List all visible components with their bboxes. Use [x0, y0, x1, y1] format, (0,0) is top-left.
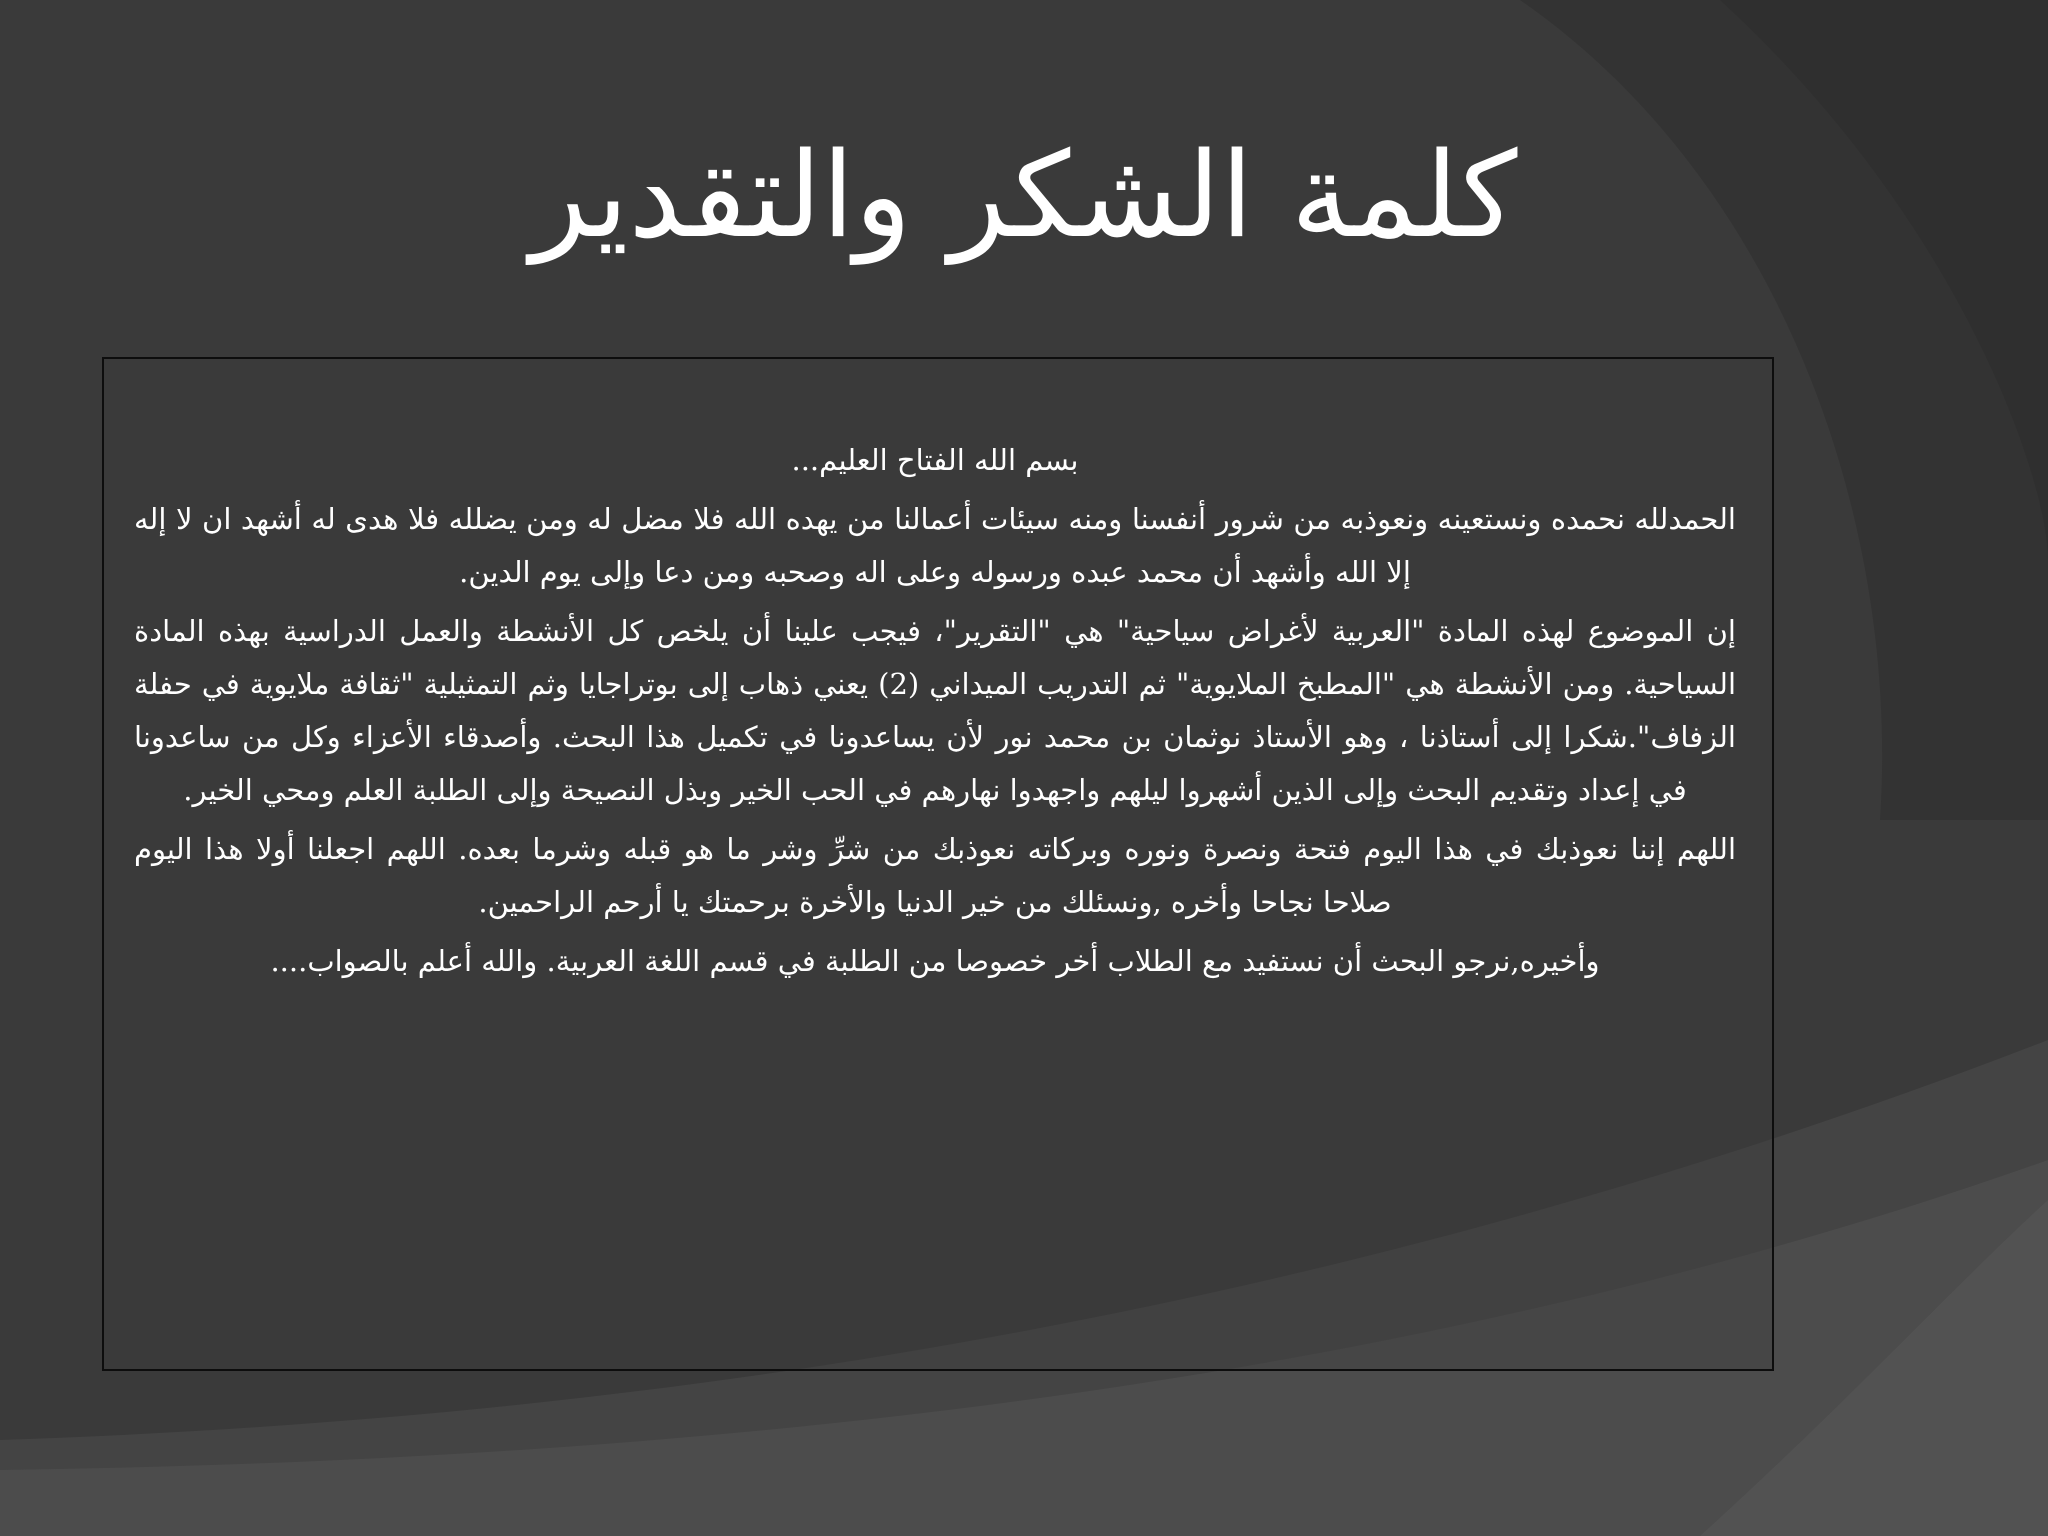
opening-line: بسم الله الفتاح العليم... — [791, 443, 1079, 477]
paragraph-acknowledgement: إن الموضوع لهذه المادة "العربية لأغراض سياحية" هي "التقرير"، فيجب علينا أن يلخص كل الأنشطة والعمل الدراسية بهذه المادة السياحية. ومن الأنشطة هي "المطبخ الملايوية" ثم التدريب الميداني (2) يعني ذهاب إلى بوتراجايا وثم التمثيلية "ثقافة ملايوية في حفلة الزفاف".شكرا إلى أستاذنا ، وهو الأستاذ نوثمان بن محمد نور لأن يساعدونا في تكميل هذا البحث. وأصدقاء الأعزاء وكل من ساعدونا في إعداد وتقديم البحث وإلى الذين أشهروا ليلهم واجهدوا نهارهم في الحب الخير وبذل النصيحة وإلى الطلبة العلم ومحي الخير. — [134, 614, 1736, 807]
paragraph-praise: الحمدلله نحمده ونستعينه ونعوذبه من شرور أنفسنا ومنه سيئات أعمالنا من يهده الله فلا مضل له ومن يضلله فلا هدى له أشهد ان لا إله إلا الله وأشهد أن محمد عبده ورسوله وعلى اله وصحبه ومن دعا وإلى يوم الدين. — [134, 502, 1736, 589]
paragraph-prayer: اللهم إننا نعوذبك في هذا اليوم فتحة ونصرة ونوره وبركاته نعوذبك من شرِّ وشر ما هو قبله وشرما بعده. اللهم اجعلنا أولا هذا اليوم صلاحا نجاحا وأخره ,ونسئلك من خير الدنيا والأخرة برحمتك يا أرحم الراحمين. — [134, 832, 1736, 919]
paragraph-closing: وأخيره,نرجو البحث أن نستفيد مع الطلاب أخر خصوصا من الطلبة في قسم اللغة العربية. والله أعلم بالصواب.... — [270, 944, 1600, 978]
content-box — [102, 357, 1774, 1371]
slide-title: كلمة الشكر والتقدير — [530, 126, 1518, 264]
content-text — [134, 434, 1736, 994]
